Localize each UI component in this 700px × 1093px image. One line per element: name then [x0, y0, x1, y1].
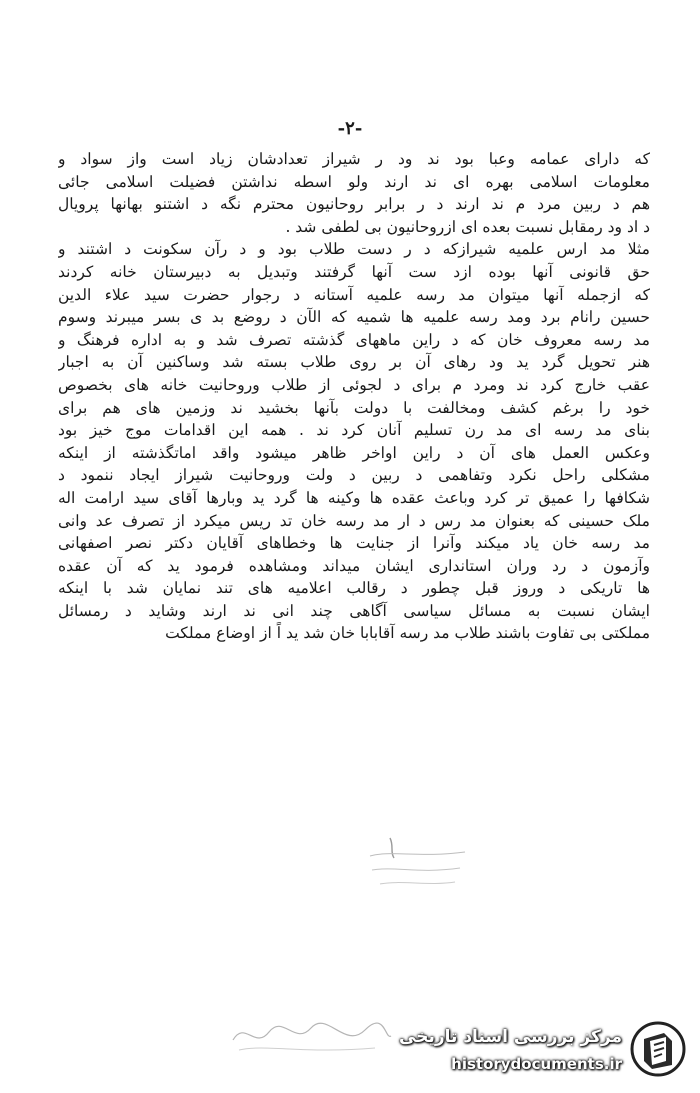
text-line-5: مثلا مد ارس علمیه شیرازکه د ر دست طلاب بود و د رآن سکونت د اشتند و	[58, 240, 650, 259]
text-line-13: بنای مد رسه ای مد رن تسلیم آنان کرد ند . همه این اقدامات موج خیز بود	[58, 421, 650, 440]
watermark-title: مرکز بررسی اسناد تاریخی	[399, 1027, 622, 1047]
watermark-url[interactable]: historydocuments.ir	[451, 1055, 622, 1073]
document-body	[58, 148, 650, 645]
text-line-4: د اد ود رمقابل نسبت بعده ای ازروحانیون بی لطفی شد .	[285, 217, 650, 236]
text-line-10: هنر تحویل گرد ید ود رهای آن بر روی طلاب بسته شد وساکنین آن به اجبار	[58, 353, 650, 372]
text-line-8: حسین رانام برد ومد رسه علمیه ها شمیه که الآن د روضع بد ی بسر میبرند وسوم	[58, 308, 650, 327]
text-line-6: حق قانونی آنها بوده ازد ست آنها گرفتند وتبدیل به دبیرستان خانه کردند	[58, 262, 650, 281]
text-line-20: ها تاریکی د وروز قبل چطور د رقالب اعلامیه های تند نمایان شد با اینکه	[58, 579, 650, 598]
text-line-18: مد رسه خان یاد میکند وآنرا از جنایت ها وخطاهای آقایان دکتر نصر اصفهانی	[58, 534, 650, 553]
text-line-9: مد رسه معروف خان که د راین ماههای گذشته تصرف شد و به اداره فرهنگ و	[58, 330, 650, 349]
text-line-11: عقب خارج کرد ند ومرد م برای د لجوئی از طلاب وروحانیت خانه های بخصوص	[58, 375, 650, 394]
text-line-22: مملکتی بی تفاوت باشند طلاب مد رسه آقابابا خان شد ید اً از اوضاع مملکت	[165, 624, 650, 643]
handwritten-signature-mark	[225, 1010, 395, 1060]
text-line-1: که دارای عمامه وعبا بود ند ود ر شیراز تعدادشان زیاد است واز سواد و	[58, 150, 650, 168]
page-number: -٢-	[337, 118, 363, 139]
text-line-21: ایشان نسبت به مسائل سیاسی آگاهی چند انی ند ارند وشاید د رمسائل	[58, 601, 650, 620]
text-line-17: ملک حسینی که بعنوان مد رس د ار مد رسه خان تد ریس میکرد از تصرف عد وانی	[58, 511, 650, 530]
text-line-3: هم د ربین مرد م ند ارند د ر برابر روحانیون محترم نگه د اشتنو بهانها پرویال	[58, 195, 650, 214]
text-line-14: وعکس العمل های آن د راین اواخر ظاهر میشود واقد اماتگذشته از اینکه	[58, 443, 650, 462]
text-line-7: که ازجمله آنها میتوان مد رسه علمیه آستانه د رجوار حضرت سید علاء الدین	[58, 285, 650, 304]
text-line-16: شکافها را عمیق تر کرد وباعث عقده ها وکینه ها گرد ید وبارها آقای سید ارامت اله	[58, 488, 650, 507]
watermark	[400, 1015, 690, 1085]
text-line-12: خود را برغم کشف ومخالفت با دولت بآنها بخشید ند وزمین های هم برای	[58, 398, 650, 417]
document-fold-icon	[630, 1021, 686, 1077]
text-line-19: وآزمون د رد وران استانداری ایشان میداند ومشاهده فرمود ید که آن عقده	[58, 556, 650, 575]
handwritten-scribble	[360, 828, 480, 898]
text-line-15: مشکلی راحل نکرد وتفاهمی د ربین د ولت وروحانیت شیراز ایجاد ننمود د	[58, 466, 650, 485]
text-line-2: معلومات اسلامی بهره ای ند ارند ولو اسطه نداشتن فضیلت اسلامی جائی	[58, 172, 650, 191]
